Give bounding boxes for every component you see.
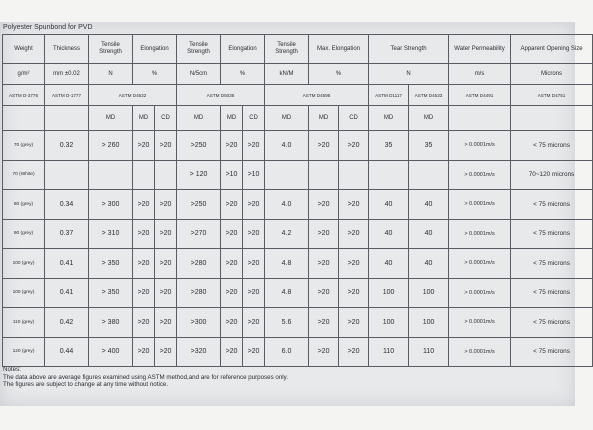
cell-e1cd [155, 160, 177, 190]
cell-e2md: >20 [221, 219, 243, 249]
cell-e2cd: >20 [243, 249, 265, 279]
cell-water: > 0.0001m/s [449, 160, 511, 190]
cell-e3md: >20 [309, 278, 339, 308]
cell-thickness: 0.41 [45, 249, 89, 279]
cell-t1 [89, 160, 133, 190]
table-row [3, 160, 593, 190]
cell-t3: 4.8 [265, 278, 309, 308]
notes-line-1: The data above are average figures examined using ASTM method,and are for reference purposes only. [3, 373, 289, 381]
cell-e1md: >20 [133, 249, 155, 279]
cell-e2md: >20 [221, 337, 243, 367]
cell-tear2 [409, 160, 449, 190]
cell-e3cd: >20 [339, 278, 369, 308]
header-elongation-1: Elongation [133, 35, 177, 64]
cell-e1cd: >20 [155, 219, 177, 249]
cell-e1md: >20 [133, 337, 155, 367]
cell-tear1: 100 [369, 278, 409, 308]
standard-set-3: ASTM D4595 [265, 85, 369, 106]
cell-e3md [309, 160, 339, 190]
cell-t1: > 350 [89, 249, 133, 279]
unit-elongation-2: % [221, 64, 265, 85]
cell-e3md: >20 [309, 219, 339, 249]
cell-e1md: >20 [133, 190, 155, 220]
table-row [3, 190, 593, 220]
cell-e3md: >20 [309, 131, 339, 161]
notes-line-2: The figures are subject to change at any time without notice. [3, 381, 169, 389]
cell-t1: > 300 [89, 190, 133, 220]
direction-cell: CD [155, 106, 177, 131]
cell-tear1: 40 [369, 219, 409, 249]
cell-tear2: 40 [409, 190, 449, 220]
units-row [3, 64, 593, 85]
cell-t1: > 260 [89, 131, 133, 161]
cell-t1: > 310 [89, 219, 133, 249]
standard-tear-2: ASTM D4533 [409, 85, 449, 106]
cell-t2: >300 [177, 308, 221, 338]
unit-tear: N [369, 64, 449, 85]
cell-weight: 80 (grey) [3, 190, 45, 220]
cell-t1: > 380 [89, 308, 133, 338]
cell-e1cd: >20 [155, 278, 177, 308]
cell-tear2: 35 [409, 131, 449, 161]
cell-e1md: >20 [133, 131, 155, 161]
cell-t1: > 350 [89, 278, 133, 308]
header-apparent-opening-size: Apparent Opening Size [511, 35, 593, 64]
cell-t3: 4.2 [265, 219, 309, 249]
cell-e3md: >20 [309, 308, 339, 338]
direction-cell: MD [133, 106, 155, 131]
cell-water: > 0.0001m/s [449, 337, 511, 367]
header-row [3, 35, 593, 64]
cell-e3cd: >20 [339, 308, 369, 338]
cell-water: > 0.0001m/s [449, 308, 511, 338]
cell-t2: >270 [177, 219, 221, 249]
cell-t3: 4.0 [265, 131, 309, 161]
cell-t3: 4.0 [265, 190, 309, 220]
spec-sheet [0, 22, 583, 406]
cell-weight: 120 (grey) [3, 337, 45, 367]
table-row [3, 219, 593, 249]
table-row [3, 278, 593, 308]
standard-aos: ASTM D4751 [511, 85, 593, 106]
cell-e2cd: >20 [243, 219, 265, 249]
cell-e1md: >20 [133, 308, 155, 338]
header-elongation-2: Elongation [221, 35, 265, 64]
cell-e2cd: >20 [243, 337, 265, 367]
cell-t3: 6.0 [265, 337, 309, 367]
cell-e2md: >10 [221, 160, 243, 190]
cell-e3cd: >20 [339, 131, 369, 161]
cell-e3md: >20 [309, 337, 339, 367]
cell-e2md: >20 [221, 278, 243, 308]
cell-aos: < 75 microns [511, 131, 593, 161]
header-tensile-1: Tensile Strength [89, 35, 133, 64]
cell-e1cd: >20 [155, 249, 177, 279]
cell-e1cd: >20 [155, 190, 177, 220]
cell-aos: < 75 microns [511, 219, 593, 249]
cell-weight: 70 (White) [3, 160, 45, 190]
header-tear-strength: Tear Strength [369, 35, 449, 64]
cell-e3cd: >20 [339, 337, 369, 367]
cell-e2cd: >20 [243, 131, 265, 161]
cell-e2cd: >20 [243, 278, 265, 308]
table-row [3, 308, 593, 338]
cell-e3md: >20 [309, 190, 339, 220]
unit-tensile-1: N [89, 64, 133, 85]
cell-tear1: 35 [369, 131, 409, 161]
cell-weight: 100 (grey) [3, 278, 45, 308]
direction-cell: CD [243, 106, 265, 131]
cell-e3cd: >20 [339, 249, 369, 279]
standard-tear-1: ASTM D1117 [369, 85, 409, 106]
cell-aos: < 75 microns [511, 190, 593, 220]
cell-tear2: 40 [409, 249, 449, 279]
cell-e3md: >20 [309, 249, 339, 279]
cell-t2: >250 [177, 131, 221, 161]
direction-row [3, 106, 593, 131]
direction-cell: MD [89, 106, 133, 131]
spec-table [2, 34, 593, 367]
cell-aos: < 75 microns [511, 249, 593, 279]
cell-e1md: >20 [133, 278, 155, 308]
standard-weight: ASTM D-3776 [3, 85, 45, 106]
cell-t1: > 400 [89, 337, 133, 367]
direction-cell: MD [265, 106, 309, 131]
direction-cell: MD [177, 106, 221, 131]
header-thickness: Thickness [45, 35, 89, 64]
cell-water: > 0.0001m/s [449, 219, 511, 249]
cell-water: > 0.0001m/s [449, 278, 511, 308]
cell-e1md: >20 [133, 219, 155, 249]
direction-cell: CD [339, 106, 369, 131]
cell-tear2: 100 [409, 308, 449, 338]
cell-thickness [45, 160, 89, 190]
cell-e3cd [339, 160, 369, 190]
cell-tear1: 40 [369, 249, 409, 279]
header-weight: Weight [3, 35, 45, 64]
cell-e2md: >20 [221, 249, 243, 279]
unit-elongation-1: % [133, 64, 177, 85]
standard-set-1: ASTM D4632 [89, 85, 177, 106]
cell-e1cd: >20 [155, 308, 177, 338]
cell-e1md [133, 160, 155, 190]
table-row [3, 337, 593, 367]
unit-elongation-3: % [309, 64, 369, 85]
unit-weight: g/m² [3, 64, 45, 85]
cell-tear1: 110 [369, 337, 409, 367]
cell-water: > 0.0001m/s [449, 190, 511, 220]
cell-tear1: 100 [369, 308, 409, 338]
direction-empty [449, 106, 511, 131]
cell-t3: 5.6 [265, 308, 309, 338]
cell-thickness: 0.42 [45, 308, 89, 338]
cell-tear2: 100 [409, 278, 449, 308]
cell-thickness: 0.44 [45, 337, 89, 367]
notes-heading: Notes: [3, 366, 21, 373]
direction-empty [3, 106, 45, 131]
direction-cell: MD [409, 106, 449, 131]
header-tensile-3: Tensile Strength [265, 35, 309, 64]
notes-block [3, 366, 288, 389]
standard-set-2: ASTM D5035 [177, 85, 265, 106]
unit-tensile-3: kN/M [265, 64, 309, 85]
cell-e2md: >20 [221, 190, 243, 220]
cell-t2: >280 [177, 278, 221, 308]
header-max-elongation: Max. Elongation [309, 35, 369, 64]
cell-thickness: 0.34 [45, 190, 89, 220]
cell-aos: < 75 microns [511, 337, 593, 367]
cell-aos: < 75 microns [511, 278, 593, 308]
cell-thickness: 0.32 [45, 131, 89, 161]
cell-water: > 0.0001m/s [449, 249, 511, 279]
cell-t2: >280 [177, 249, 221, 279]
cell-tear2: 110 [409, 337, 449, 367]
direction-empty [45, 106, 89, 131]
cell-t2: >250 [177, 190, 221, 220]
standard-water: ASTM D4491 [449, 85, 511, 106]
cell-weight: 110 (grey) [3, 308, 45, 338]
cell-tear1: 40 [369, 190, 409, 220]
cell-weight: 90 (grey) [3, 219, 45, 249]
header-water-permeability: Water Permeability [449, 35, 511, 64]
spec-table-body [3, 35, 593, 367]
standards-row [3, 85, 593, 106]
cell-e3cd: >20 [339, 190, 369, 220]
cell-e1cd: >20 [155, 131, 177, 161]
unit-aos: Microns [511, 64, 593, 85]
cell-e3cd: >20 [339, 219, 369, 249]
cell-t3: 4.8 [265, 249, 309, 279]
cell-e1cd: >20 [155, 337, 177, 367]
direction-cell: MD [369, 106, 409, 131]
direction-cell: MD [309, 106, 339, 131]
cell-e2cd: >20 [243, 308, 265, 338]
header-tensile-2: Tensile Strength [177, 35, 221, 64]
unit-tensile-2: N/5cm [177, 64, 221, 85]
cell-weight: 70 (grey) [3, 131, 45, 161]
standard-thickness: ASTM D-1777 [45, 85, 89, 106]
cell-water: > 0.0001m/s [449, 131, 511, 161]
cell-aos: 70~120 microns [511, 160, 593, 190]
cell-tear1 [369, 160, 409, 190]
cell-e2md: >20 [221, 131, 243, 161]
direction-cell: MD [221, 106, 243, 131]
cell-e2md: >20 [221, 308, 243, 338]
cell-t2: > 120 [177, 160, 221, 190]
direction-empty [511, 106, 593, 131]
unit-water: m/s [449, 64, 511, 85]
cell-weight: 100 (grey) [3, 249, 45, 279]
cell-t2: >320 [177, 337, 221, 367]
cell-tear2: 40 [409, 219, 449, 249]
cell-aos: < 75 microns [511, 308, 593, 338]
table-row [3, 131, 593, 161]
unit-thickness: mm ±0.02 [45, 64, 89, 85]
cell-e2cd: >20 [243, 190, 265, 220]
cell-e2cd: >10 [243, 160, 265, 190]
cell-thickness: 0.41 [45, 278, 89, 308]
cell-thickness: 0.37 [45, 219, 89, 249]
sheet-title: Polyester Spunbond for PVD [3, 24, 93, 31]
table-row [3, 249, 593, 279]
cell-t3 [265, 160, 309, 190]
